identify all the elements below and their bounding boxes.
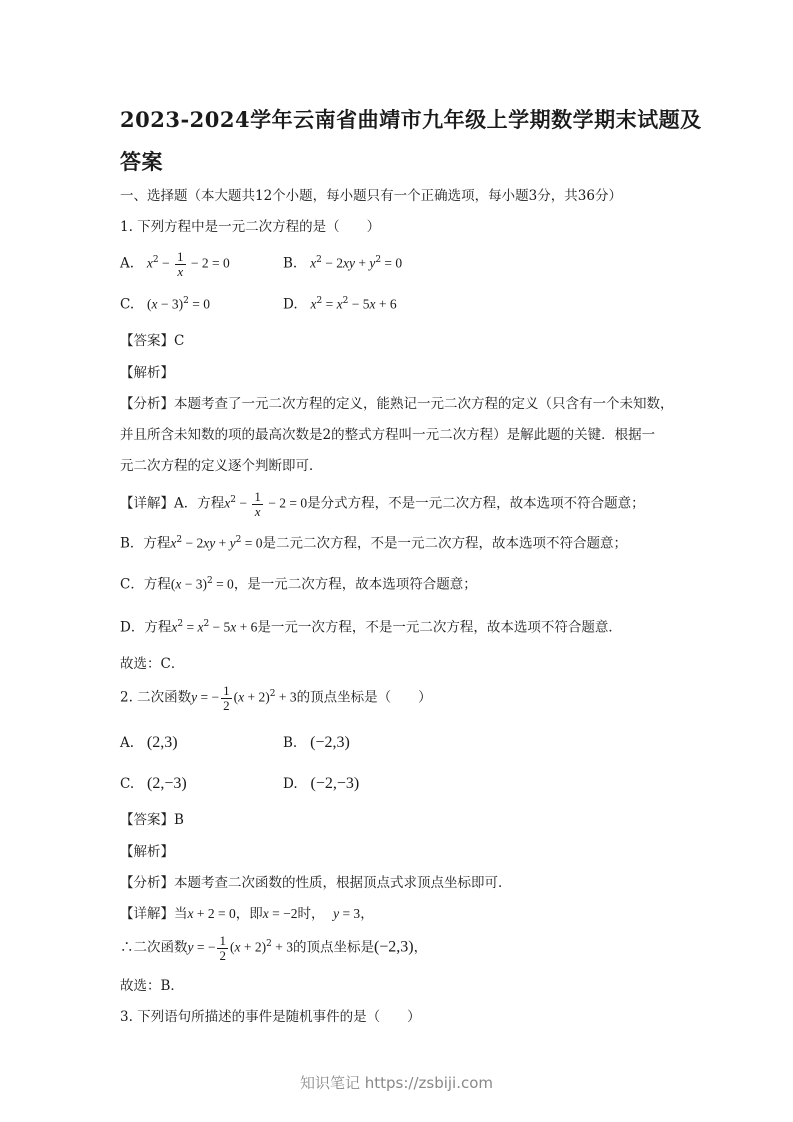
q1-option-d: D. $x^2 = x^2 - 5x + 6$ (283, 296, 397, 313)
q1-detail-d: D．方程$x^2 = x^2 - 5x + 6$是一元一次方程，不是一元二次方程，故本选项不符合题意． (120, 619, 622, 636)
section-heading: 一、选择题（本大题共12个小题，每小题只有一个正确选项，每小题3分，共36分） (120, 188, 622, 204)
q2-analysis-tag: 【解析】 (120, 844, 174, 860)
q1-option-c-label: C. (120, 296, 135, 313)
q1-analysis-tag: 【解析】 (120, 365, 174, 381)
q2-answer: 【答案】B (120, 812, 184, 828)
q1-option-a: A. $x^2$ − $\frac{1}{x}$ − 2 = 0 (120, 249, 230, 279)
q1-option-b-label: B. (283, 255, 298, 272)
q1-choice: 故选：C． (120, 656, 185, 672)
q1-option-d-label: D. (283, 296, 298, 313)
q2-detail: 【详解】当x + 2 = 0，即x = −2时， y = 3， (120, 906, 374, 922)
doc-title-line2: 答案 (120, 149, 163, 174)
q1-detail-c: C．方程$(x - 3)^2 = 0$，是一元二次方程，故本选项符合题意； (120, 576, 477, 593)
q2-option-b: B. (−2,3) (283, 734, 350, 751)
q2-option-a: A. (2,3) (120, 734, 178, 751)
q2-option-d: D. (−2,−3) (283, 775, 360, 792)
q1-detail-a: 【详解】A．方程$x^2$ − $\frac{1}{x}$ − 2 = 0是分式方程，不是一元二次方程，故本选项不符合题意； (120, 489, 645, 519)
q1-analysis-line3: 元二次方程的定义逐个判断即可． (120, 458, 323, 474)
footer-watermark: 知识笔记 https://zsbiji.com (299, 1074, 494, 1092)
q3-stem: 3. 下列语句所描述的事件是随机事件的是（ ） (120, 1009, 421, 1025)
q1-analysis-line2: 并且所含未知数的项的最高次数是2的整式方程叫一元二次方程）是解此题的关键．根据一 (120, 427, 656, 443)
q2-choice: 故选：B． (120, 978, 184, 994)
q1-option-b: B. $x^2 - 2xy + y^2 = 0$ (283, 255, 403, 272)
q1-option-a-label: A. (120, 255, 135, 272)
doc-title-line1: 2023-2024学年云南省曲靖市九年级上学期数学期末试题及 (120, 107, 702, 132)
q2-stem: 2. 二次函数y = − $\frac{1}{2}$ $(x + 2)^2 + 3$的顶点坐标是（ ） (120, 683, 432, 713)
q1-stem: 1. 下列方程中是一元二次方程的是（ ） (120, 219, 381, 235)
q2-option-c: C. (2,−3) (120, 775, 187, 792)
q1-option-c: C. $(x - 3)^2 = 0$ (120, 296, 210, 313)
q2-analysis-line1: 【分析】本题考查二次函数的性质，根据顶点式求顶点坐标即可． (120, 875, 512, 891)
q1-answer: 【答案】C (120, 333, 185, 349)
q1-analysis-line1: 【分析】本题考查了一元二次方程的定义，能熟记一元二次方程的定义（只含有一个未知数， (120, 396, 674, 412)
q2-conclusion: ∴二次函数y = − $\frac{1}{2}$ $(x + 2)^2 + 3$的顶点坐标是(−2,3)， (120, 933, 428, 963)
q1-detail-b: B．方程$x^2 - 2xy + y^2 = 0$是二元二次方程，不是一元二次方程，故本选项不符合题意； (120, 535, 627, 552)
